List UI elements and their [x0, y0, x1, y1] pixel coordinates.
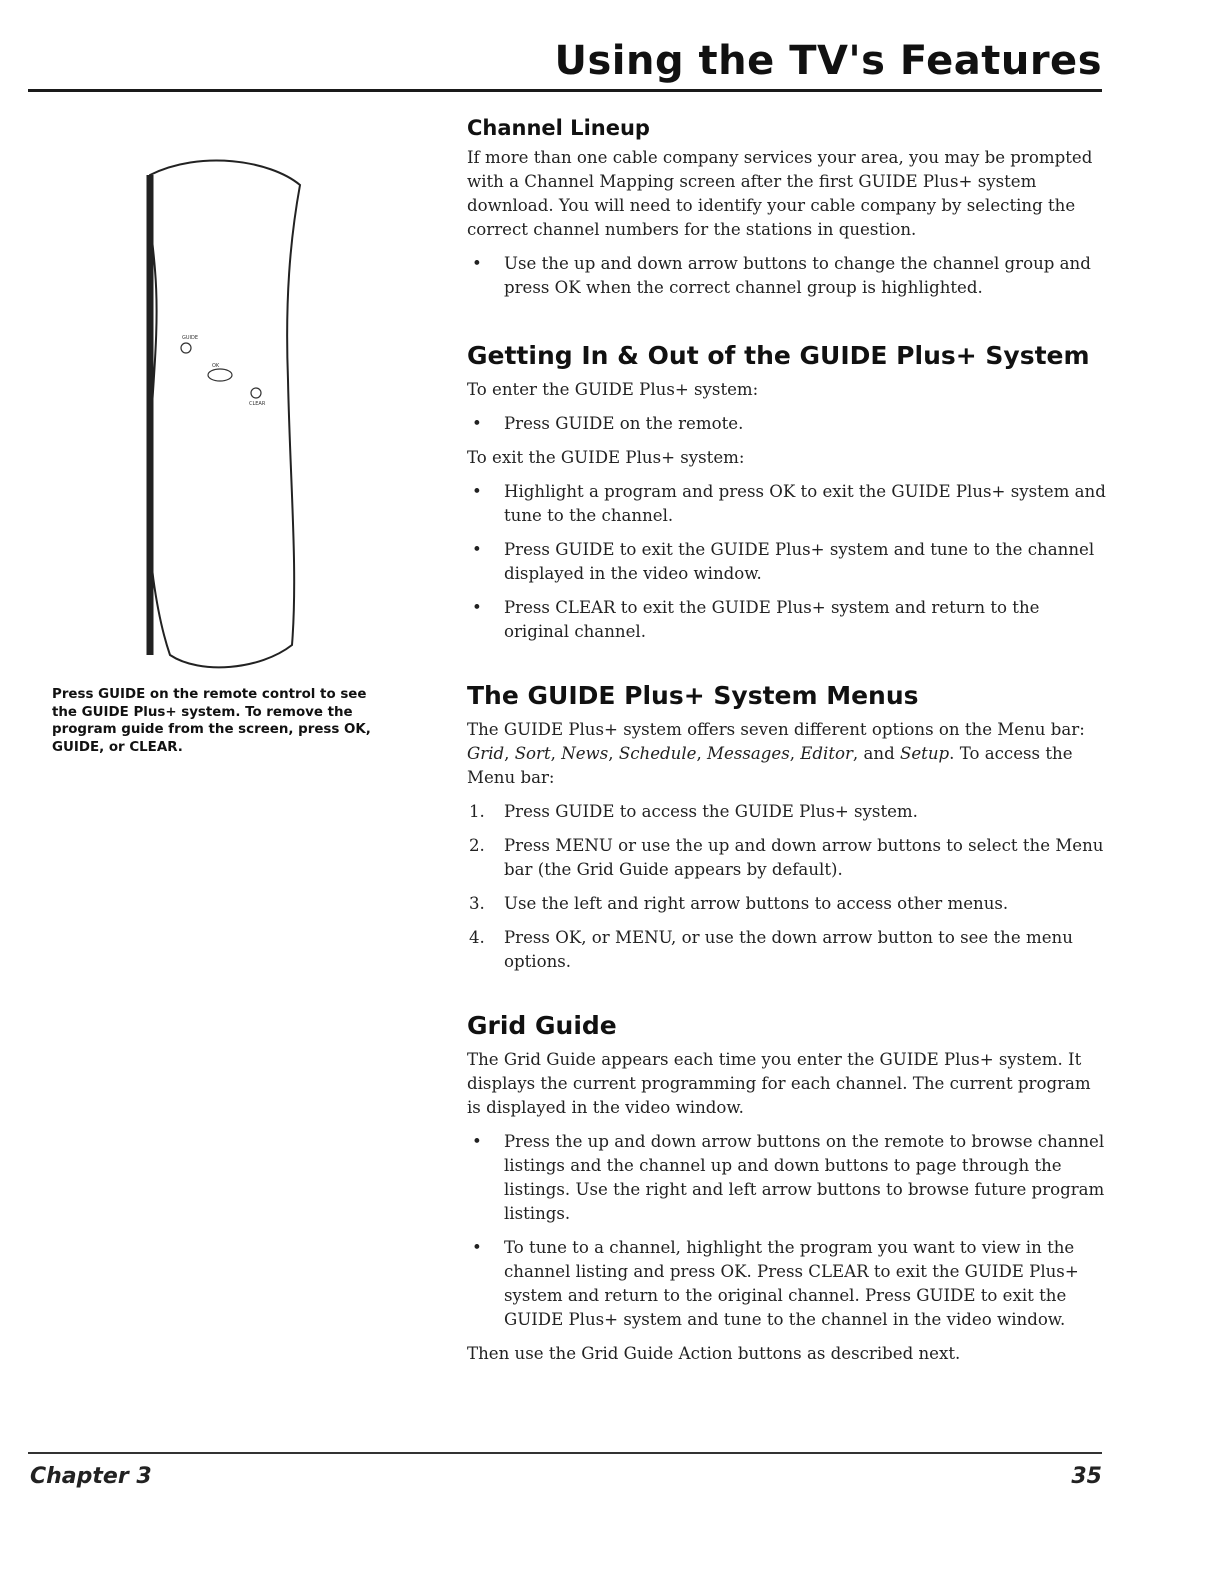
menu-name-sort: Sort	[514, 744, 551, 763]
remote-control-illustration	[140, 150, 310, 675]
section-grid-guide	[467, 1011, 1107, 1366]
page-title: Using the TV's Features	[554, 38, 1102, 84]
section-heading: Channel Lineup	[467, 116, 650, 140]
menu-name-editor: Editor	[800, 744, 853, 763]
step-number: 4.	[469, 928, 485, 947]
step-text: Press OK, or MENU, or use the down arrow button to see the menu options.	[504, 928, 1073, 971]
list-item	[467, 834, 1107, 882]
paragraph: The Grid Guide appears each time you enter the GUIDE Plus+ system. It displays the current programming for each channel. The current program is displayed in the video window.	[467, 1050, 1091, 1117]
clear-button-icon	[251, 388, 261, 398]
ok-button-icon	[208, 369, 232, 381]
paragraph: The GUIDE Plus+ system offers seven different options on the Menu bar: Grid, Sort, News, Schedule, Messages, Editor, and Setup. To access the Menu bar:	[467, 720, 1085, 787]
figure-caption: Press GUIDE on the remote control to see the GUIDE Plus+ system. To remove the program guide from the screen, press OK, GUIDE, or CLEAR.	[52, 687, 371, 755]
step-number: 2.	[469, 836, 485, 855]
paragraph: Then use the Grid Guide Action buttons as described next.	[467, 1344, 961, 1363]
ok-button-label: OK	[212, 363, 220, 369]
section-getting-in-out	[467, 341, 1107, 644]
section-system-menus	[467, 681, 1107, 974]
step-number: 3.	[469, 894, 485, 913]
bullet-list	[467, 252, 1107, 300]
section-heading: The GUIDE Plus+ System Menus	[467, 681, 919, 710]
remote-outline	[148, 161, 300, 668]
step-text: Use the left and right arrow buttons to access other menus.	[504, 894, 1009, 913]
list-item: • Press CLEAR to exit the GUIDE Plus+ system and return to the original channel.	[467, 596, 1107, 644]
bullet-list	[467, 1130, 1107, 1332]
list-item: • Press the up and down arrow buttons on the remote to browse channel listings and the channel up and down buttons to page through the listings. Use the right and left arrow buttons to browse future program listings.	[467, 1130, 1107, 1226]
list-item	[467, 892, 1107, 916]
list-item	[467, 926, 1107, 974]
section-channel-lineup	[467, 116, 1107, 300]
list-item: • Press GUIDE to exit the GUIDE Plus+ system and tune to the channel displayed in the video window.	[467, 538, 1107, 586]
menu-name-messages: Messages	[707, 744, 790, 763]
numbered-list	[467, 800, 1107, 974]
menu-name-grid: Grid	[467, 744, 505, 763]
clear-button-label: CLEAR	[249, 401, 266, 407]
menus-and-text: and	[863, 744, 895, 763]
step-text: Press MENU or use the up and down arrow buttons to select the Menu bar (the Grid Guide appears by default).	[504, 836, 1104, 879]
list-item: • To tune to a channel, highlight the program you want to view in the channel listing and press OK. Press CLEAR to exit the GUIDE Plus+ system and return to the original channel. Press GUIDE to exit the GUIDE Plus+ system and tune to the channel in the video window.	[467, 1236, 1107, 1332]
header-divider	[28, 89, 1102, 92]
paragraph: If more than one cable company services your area, you may be prompted with a Channel Mapping screen after the first GUIDE Plus+ system download. You will need to identify your cable company by selecting the correct channel numbers for the stations in question.	[467, 148, 1093, 239]
menu-name-setup: Setup	[899, 744, 950, 763]
paragraph: To exit the GUIDE Plus+ system:	[467, 448, 745, 467]
list-item: • Press GUIDE on the remote.	[467, 412, 1107, 436]
section-heading: Getting In & Out of the GUIDE Plus+ System	[467, 341, 1090, 370]
list-item: • Use the up and down arrow buttons to change the channel group and press OK when the correct channel group is highlighted.	[467, 252, 1107, 300]
list-item: • Highlight a program and press OK to exit the GUIDE Plus+ system and tune to the channel.	[467, 480, 1107, 528]
chapter-label: Chapter 3	[30, 1464, 152, 1489]
paragraph: To enter the GUIDE Plus+ system:	[467, 380, 759, 399]
menus-intro-text: The GUIDE Plus+ system offers seven different options on the Menu bar:	[467, 720, 1085, 739]
bullet-list	[467, 412, 1107, 436]
step-number: 1.	[469, 802, 485, 821]
list-item	[467, 800, 1107, 824]
section-heading: Grid Guide	[467, 1011, 617, 1040]
guide-button-label: GUIDE	[182, 335, 199, 341]
menu-name-schedule: Schedule	[618, 744, 697, 763]
menu-name-news: News	[561, 744, 609, 763]
menus-intro-end: . To access the Menu bar:	[467, 744, 1073, 787]
step-text: Press GUIDE to access the GUIDE Plus+ system.	[504, 802, 918, 821]
guide-button-icon	[181, 343, 191, 353]
bullet-list	[467, 480, 1107, 644]
main-content	[467, 116, 1107, 1376]
footer-divider	[28, 1452, 1102, 1454]
page-number: 35	[1071, 1464, 1102, 1489]
